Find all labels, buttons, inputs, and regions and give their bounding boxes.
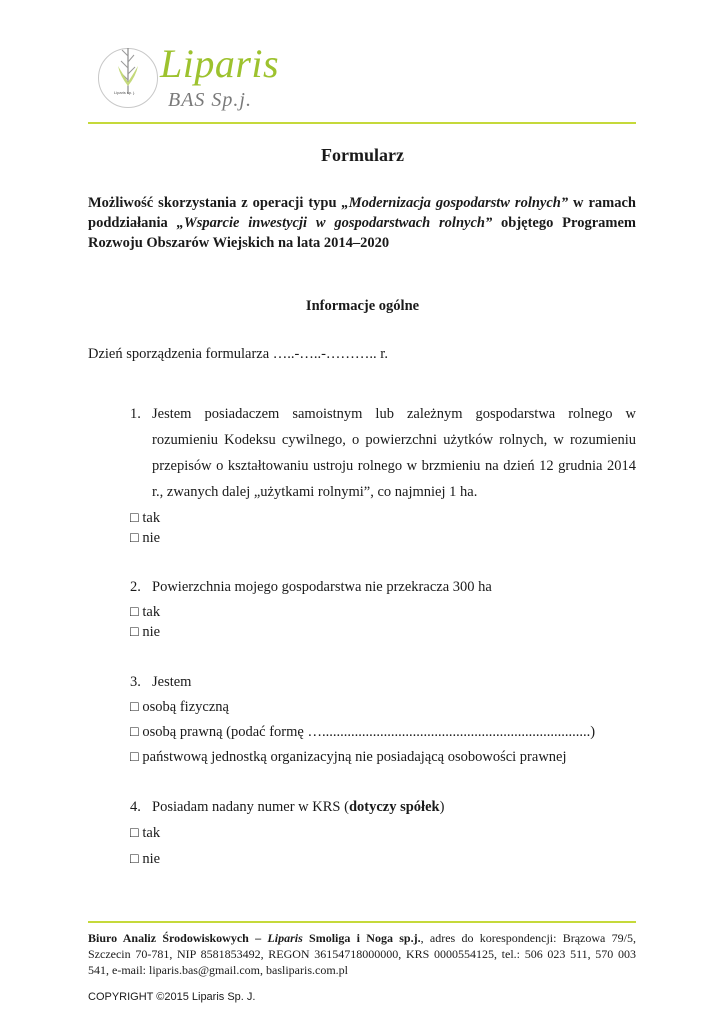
question-3-option-legal-person[interactable]: □ osobą prawną (podać formę …..........................................................................) xyxy=(130,724,596,740)
question-3-option-natural-person[interactable]: □ osobą fizyczną xyxy=(130,699,229,715)
question-3-number: 3. xyxy=(130,674,141,690)
company-logo xyxy=(98,40,298,110)
question-4-text xyxy=(152,799,444,816)
footer-rest: , adres do korespondencji: Brązowa 79/5, Szczecin 70-781, NIP 8581853492, REGON 36154718000000, KRS 0000554125, tel.: 506 023 511, 570 003 541, e-mail: liparis.bas@gmail.com, basliparis.com.pl xyxy=(88,931,636,977)
question-4-text-end: ) xyxy=(439,799,445,815)
intro-part3: objętego Programem Rozwoju Obszarów Wiejskich na lata 2014–2020 xyxy=(88,215,636,251)
question-1-option-yes[interactable]: □ tak xyxy=(130,510,161,526)
footer-divider xyxy=(88,921,636,923)
intro-italic1: „Modernizacja gospodarstw rolnych” xyxy=(341,195,569,211)
footer-bold2: Smoliga i Noga sp.j. xyxy=(302,931,421,945)
question-1-text: Jestem posiadaczem samoistnym lub zależnym gospodarstwa rolnego w rozumieniu Kodeksu cywilnego, o powierzchni użytków rolnych, w rozumieniu przepisów o kształtowaniu ustroju rolnego w brzmieniu na dzień 12 grudnia 2014 r., zwanych dalej „użytkami rolnymi”, co najmniej 1 ha. xyxy=(152,406,636,500)
logo-tiny-text: Liparis sp. j. xyxy=(114,90,136,95)
intro-italic2: „Wsparcie inwestycji w gospodarstwach rolnych” xyxy=(176,215,493,231)
intro-part2: w ramach poddziałania xyxy=(88,195,636,231)
plant-icon xyxy=(110,42,146,96)
question-1-number: 1. xyxy=(130,406,141,422)
date-line: Dzień sporządzenia formularza …..-…..-……….. r. xyxy=(88,346,388,362)
footer-address xyxy=(88,930,636,978)
footer-italic: Liparis xyxy=(267,931,303,945)
question-4-number: 4. xyxy=(130,799,141,815)
question-2-option-yes[interactable]: □ tak xyxy=(130,604,161,620)
intro-part1: Możliwość skorzystania z operacji typu xyxy=(88,195,342,211)
copyright-text: COPYRIGHT ©2015 Liparis Sp. J. xyxy=(88,991,256,1003)
question-1-option-no[interactable]: □ nie xyxy=(130,530,161,546)
section-title: Informacje ogólne xyxy=(305,298,420,314)
question-3-option-state-unit[interactable]: □ państwową jednostką organizacyjną nie posiadającą osobowości prawnej xyxy=(130,749,567,765)
page-title: Formularz xyxy=(321,145,404,165)
logo-name: Liparis xyxy=(160,41,280,86)
question-4-text-main: Posiadam nadany numer w KRS ( xyxy=(152,799,349,815)
question-4-text-bold: dotyczy spółek xyxy=(348,799,440,815)
question-4-option-yes[interactable]: □ tak xyxy=(130,825,161,841)
footer-bold1: Biuro Analiz Środowiskowych – xyxy=(88,931,268,945)
question-2-text: Powierzchnia mojego gospodarstwa nie przekracza 300 ha xyxy=(152,579,492,595)
question-2-number: 2. xyxy=(130,579,141,595)
question-4-option-no[interactable]: □ nie xyxy=(130,851,161,867)
intro-paragraph xyxy=(88,193,636,253)
logo-subtitle: BAS Sp.j. xyxy=(168,89,252,111)
question-3-text: Jestem xyxy=(152,674,192,690)
question-2-option-no[interactable]: □ nie xyxy=(130,624,161,640)
header-divider xyxy=(88,122,636,124)
